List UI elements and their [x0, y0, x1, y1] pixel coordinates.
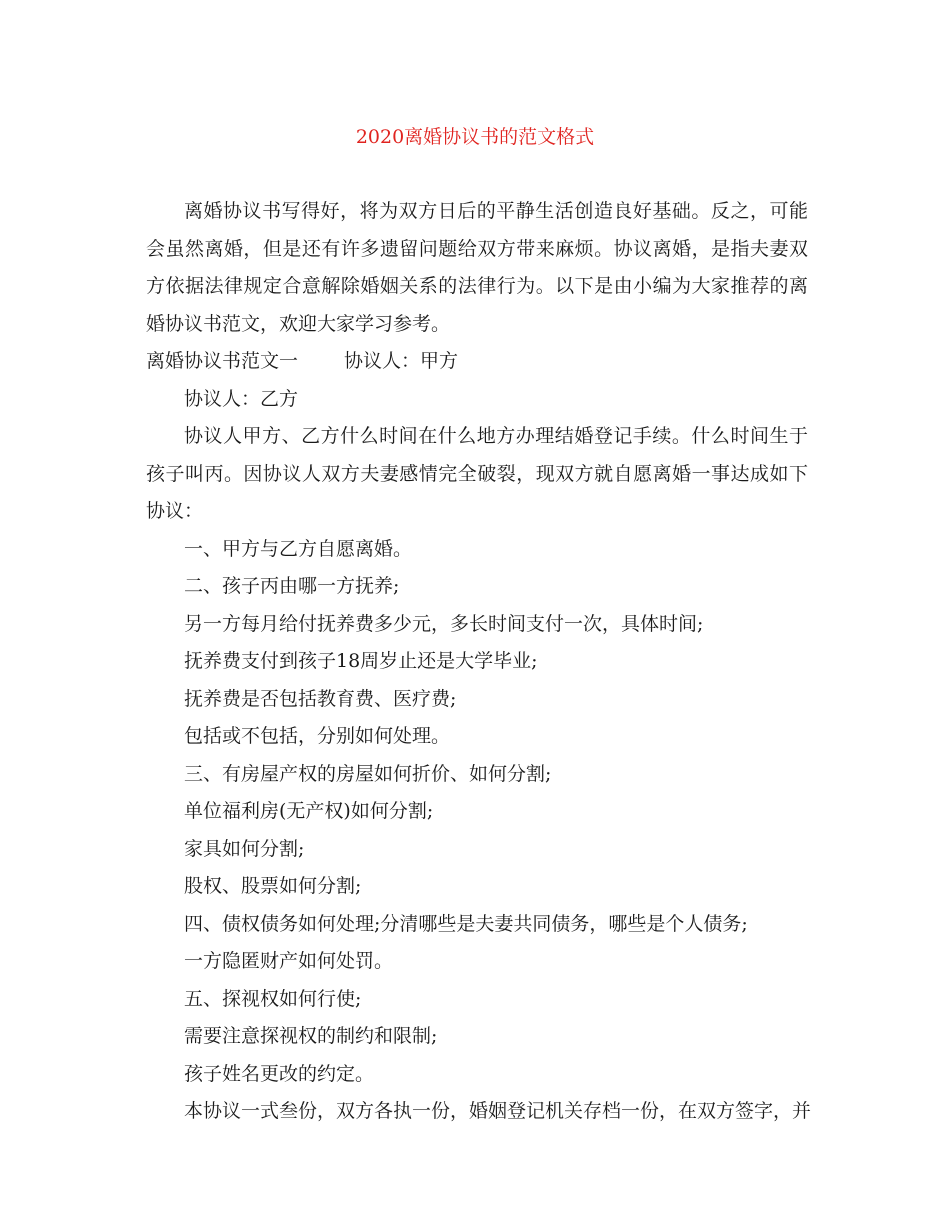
clause-line: 抚养费是否包括教育费、医疗费; [184, 687, 457, 710]
clause-line: 抚养费支付到孩子18周岁止还是大学毕业; [184, 650, 538, 672]
party-b-label: 协议人：乙方 [184, 387, 299, 410]
party-a-label: 协议人：甲方 [344, 350, 459, 372]
clause-line: 二、孩子丙由哪一方抚养; [184, 575, 400, 597]
clause-line: 一方隐匿财产如何处罚。 [184, 950, 394, 972]
clause-line: 家具如何分割; [184, 837, 305, 860]
sample-heading-line [146, 343, 808, 381]
sample-heading: 离婚协议书范文一 [146, 350, 299, 372]
clause-line: 包括或不包括，分别如何处理。 [184, 725, 451, 747]
clause-line: 三、有房屋产权的房屋如何折价、如何分割; [184, 762, 552, 785]
clause-line: 孩子姓名更改的约定。 [184, 1062, 375, 1085]
intro-paragraph: 离婚协议书写得好，将为双方日后的平静生活创造良好基础。反之，可能会虽然离婚，但是还有许多遗留问题给双方带来麻烦。协议离婚，是指夫妻双方依据法律规定合意解除婚姻关系的法律行为。以下是由小编为大家推荐的离婚协议书范文，欢迎大家学习参考。 [146, 200, 808, 335]
clause-line: 五、探视权如何行使; [184, 987, 362, 1010]
clause-line: 需要注意探视权的制约和限制; [184, 1025, 438, 1047]
clause-line: 单位福利房(无产权)如何分割; [184, 800, 434, 822]
clause-line: 另一方每月给付抚养费多少元，多长时间支付一次，具体时间; [184, 612, 704, 635]
clause-line: 股权、股票如何分割; [184, 875, 362, 897]
clause-line: 四、债权债务如何处理;分清哪些是夫妻共同债务，哪些是个人债务; [184, 912, 748, 935]
document-body [146, 193, 812, 1131]
document-title: 2020离婚协议书的范文格式 [355, 126, 595, 148]
closing-line: 本协议一式叁份，双方各执一份，婚姻登记机关存档一份，在双方签字，并 [184, 1100, 812, 1122]
clause-line: 一、甲方与乙方自愿离婚。 [184, 537, 413, 560]
preamble-paragraph: 协议人甲方、乙方什么时间在什么地方办理结婚登记手续。什么时间生于孩子叫丙。因协议人双方夫妻感情完全破裂，现双方就自愿离婚一事达成如下协议： [146, 425, 808, 522]
